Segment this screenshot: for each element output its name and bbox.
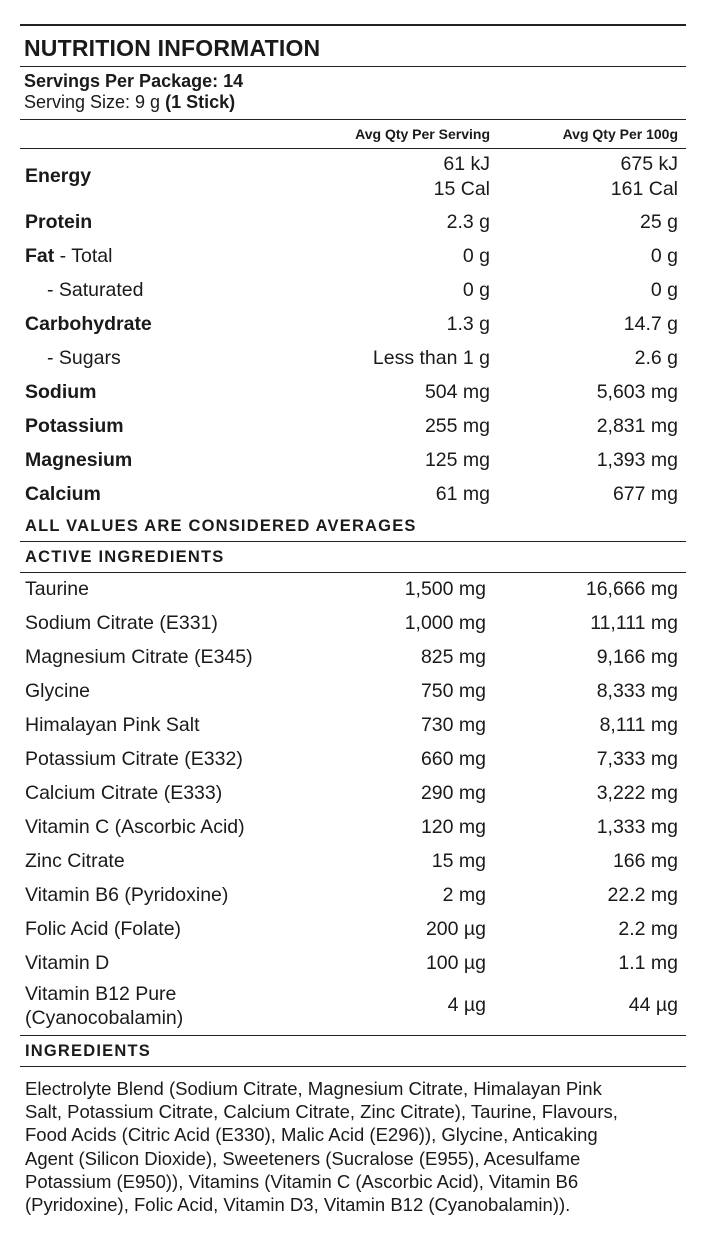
serving-value: 1.3 g — [446, 313, 490, 335]
ingredient-label: Zinc Citrate — [25, 850, 125, 872]
nutrient-label: Potassium — [25, 415, 124, 437]
table-row — [20, 239, 686, 273]
table-row — [20, 641, 686, 675]
per100-value: 2.2 mg — [618, 918, 678, 940]
ingredients-line: Potassium (E950)), Vitamins (Vitamin C (Ascorbic Acid), Vitamin B6 — [25, 1170, 579, 1192]
table-row — [20, 777, 686, 811]
serving-value: 0 g — [462, 279, 490, 301]
table-row — [20, 341, 686, 375]
table-row — [20, 845, 686, 879]
col-per-100g: Avg Qty Per 100g — [562, 126, 678, 142]
per100-value: 16,666 mg — [585, 578, 678, 600]
energy-cal-100: 161 Cal — [610, 178, 678, 200]
per100-value: 2.6 g — [634, 347, 678, 369]
per100-value: 1,393 mg — [596, 449, 678, 471]
table-row — [20, 409, 686, 443]
per100-value: 166 mg — [612, 850, 678, 872]
serving-value: 660 mg — [420, 748, 486, 770]
serving-value: 2 mg — [442, 884, 486, 906]
serving-value: 15 mg — [431, 850, 486, 872]
table-row — [20, 273, 686, 307]
active-ingredients-heading: ACTIVE INGREDIENTS — [25, 548, 225, 566]
nutrient-label: Magnesium — [25, 449, 133, 471]
ingredient-label: Sodium Citrate (E331) — [25, 612, 218, 634]
ingredients-line: Electrolyte Blend (Sodium Citrate, Magnesium Citrate, Himalayan Pink — [25, 1078, 602, 1099]
ingredients-line: Salt, Potassium Citrate, Calcium Citrate, Zinc Citrate), Taurine, Flavours, — [25, 1101, 618, 1123]
active-ingredients-table — [20, 573, 686, 1033]
column-headers — [20, 120, 686, 148]
per100-value: 0 g — [650, 245, 678, 267]
ingredient-label: Folic Acid (Folate) — [25, 918, 182, 940]
ingredients-heading: INGREDIENTS — [25, 1042, 151, 1060]
table-row — [20, 205, 686, 239]
ingredient-label: Potassium Citrate (E332) — [25, 748, 243, 770]
per100-value: 677 mg — [612, 483, 678, 505]
per100-value: 5,603 mg — [596, 381, 678, 403]
ingredient-label: Taurine — [25, 578, 89, 600]
serving-value: 730 mg — [420, 714, 486, 736]
nutrition-panel — [20, 24, 686, 1216]
per100-value: 9,166 mg — [596, 646, 678, 668]
serving-value: 825 mg — [420, 646, 486, 668]
table-row — [20, 675, 686, 709]
table-row — [20, 375, 686, 409]
serving-value: 61 mg — [435, 483, 490, 505]
nutrient-label — [25, 245, 112, 268]
serving-value: 750 mg — [420, 680, 486, 702]
ingredient-label: Magnesium Citrate (E345) — [25, 646, 253, 668]
ingredient-label: Vitamin D — [25, 952, 110, 974]
table-row — [20, 443, 686, 477]
nutrient-label: - Sugars — [47, 347, 121, 369]
table-row — [20, 149, 686, 205]
servings-per-package: Servings Per Package: 14 — [24, 71, 244, 91]
per100-value: 14.7 g — [623, 313, 678, 335]
table-row — [20, 743, 686, 777]
table-row — [20, 709, 686, 743]
ingredient-label: Vitamin C (Ascorbic Acid) — [25, 816, 245, 838]
nutrient-label: Energy — [25, 165, 92, 187]
ingredient-label-line1: Vitamin B12 Pure — [25, 983, 177, 1005]
col-per-serving: Avg Qty Per Serving — [355, 126, 490, 142]
per100-value: 44 µg — [628, 994, 678, 1016]
ingredient-label: Vitamin B6 (Pyridoxine) — [25, 884, 229, 906]
serving-size-unit: (1 Stick) — [165, 92, 236, 112]
per100-value: 2,831 mg — [596, 415, 678, 437]
nutrient-label: - Saturated — [47, 279, 144, 301]
per100-value: 7,333 mg — [596, 748, 678, 770]
nutrient-label: Sodium — [25, 381, 97, 403]
ingredient-label-line2: (Cyanocobalamin) — [25, 1007, 184, 1029]
servings-info — [20, 67, 686, 113]
table-row — [20, 811, 686, 845]
nutrient-label: Carbohydrate — [25, 313, 152, 335]
per100-value: 1.1 mg — [618, 952, 678, 974]
per100-value — [611, 152, 678, 202]
per100-value: 3,222 mg — [596, 782, 678, 804]
panel-title: NUTRITION INFORMATION — [24, 35, 321, 61]
serving-value: 120 mg — [420, 816, 486, 838]
ingredients-line: (Pyridoxine), Folic Acid, Vitamin D3, Vitamin B12 (Cyanobalamin)). — [25, 1194, 571, 1216]
serving-size-value: Serving Size: 9 g — [24, 92, 166, 112]
table-row — [20, 947, 686, 981]
table-row — [20, 573, 686, 607]
per100-value: 25 g — [640, 211, 678, 233]
serving-value: 125 mg — [424, 449, 490, 471]
ingredient-label: Glycine — [25, 680, 91, 702]
fat-total-label: - Total — [54, 245, 113, 267]
ingredients-text — [20, 1067, 686, 1216]
per100-value: 22.2 mg — [607, 884, 678, 906]
serving-value: 255 mg — [424, 415, 490, 437]
per100-value: 1,333 mg — [596, 816, 678, 838]
table-row — [20, 981, 686, 1033]
table-row — [20, 913, 686, 947]
averages-note: ALL VALUES ARE CONSIDERED AVERAGES — [25, 517, 417, 535]
ingredient-label: Calcium Citrate (E333) — [25, 782, 223, 804]
serving-value: 0 g — [462, 245, 490, 267]
serving-value: 200 µg — [425, 918, 486, 940]
ingredients-line: Agent (Silicon Dioxide), Sweeteners (Sucralose (E955), Acesulfame — [25, 1147, 581, 1169]
serving-value: 504 mg — [424, 381, 490, 403]
serving-value: 100 µg — [425, 952, 486, 974]
serving-value: Less than 1 g — [372, 347, 490, 369]
serving-value: 2.3 g — [446, 211, 490, 233]
nutrient-label: Calcium — [25, 483, 101, 505]
energy-kj: 61 kJ — [443, 153, 490, 175]
serving-value: 290 mg — [420, 782, 486, 804]
nutrient-table — [20, 149, 686, 511]
per100-value: 0 g — [650, 279, 678, 301]
serving-value — [434, 152, 490, 202]
fat-label: Fat — [25, 245, 55, 267]
ingredient-label: Himalayan Pink Salt — [25, 714, 200, 736]
nutrient-label: Protein — [25, 211, 93, 233]
table-row — [20, 307, 686, 341]
ingredient-label — [25, 982, 183, 1030]
energy-cal: 15 Cal — [433, 178, 490, 200]
per100-value: 8,333 mg — [596, 680, 678, 702]
per100-value: 8,111 mg — [599, 714, 678, 736]
serving-value: 1,500 mg — [404, 578, 486, 600]
serving-value: 4 µg — [447, 994, 486, 1016]
table-row — [20, 607, 686, 641]
serving-value: 1,000 mg — [404, 612, 486, 634]
serving-size — [24, 92, 682, 113]
energy-kj-100: 675 kJ — [620, 153, 678, 175]
ingredients-line: Food Acids (Citric Acid (E330), Malic Acid (E296)), Glycine, Anticaking — [25, 1124, 598, 1146]
table-row — [20, 879, 686, 913]
table-row — [20, 477, 686, 511]
per100-value: 11,111 mg — [590, 612, 678, 634]
